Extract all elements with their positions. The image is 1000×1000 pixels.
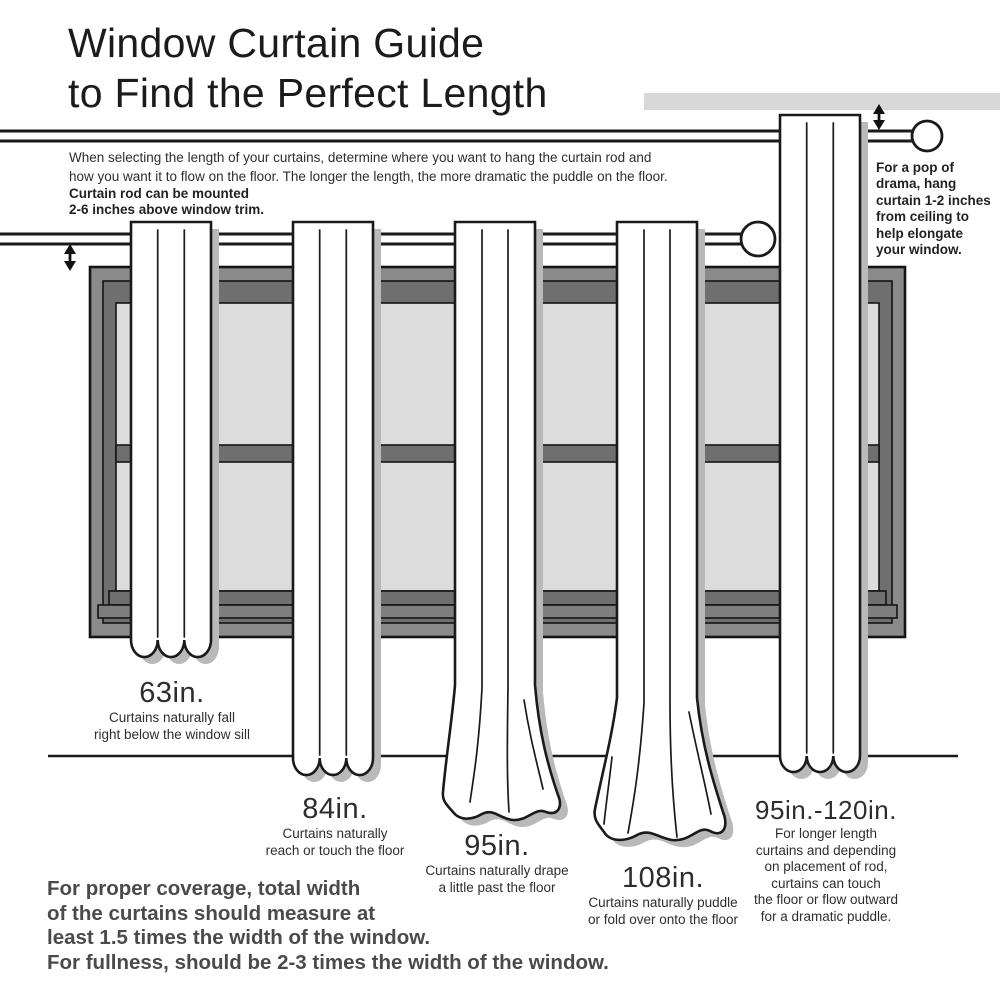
curtain-63in-size: 63in. xyxy=(139,677,205,709)
rod-mount-note-line-1: Curtain rod can be mounted xyxy=(69,186,250,201)
intro-line-1: When selecting the length of your curtains, determine where you want to hang the curtain rod and xyxy=(69,150,652,165)
title-line-2: to Find the Perfect Length xyxy=(68,70,548,116)
coverage-note xyxy=(47,877,609,975)
ceiling-bar xyxy=(644,93,1000,110)
intro-line-2: how you want it to flow on the floor. The longer the length, the more dramatic the puddle on the floor. xyxy=(69,168,668,184)
curtain-84in-panel xyxy=(293,222,373,775)
curtain-63in-panel xyxy=(131,222,211,657)
curtain-95in-120in xyxy=(780,115,868,779)
ceiling-hang-note-line-1: For a pop of xyxy=(876,160,954,175)
curtain-108in-desc-line-1: Curtains naturally puddle xyxy=(588,895,738,910)
rod-mount-note-line-2: 2-6 inches above window trim. xyxy=(69,201,265,217)
coverage-note-line-2: of the curtains should measure at xyxy=(47,901,376,925)
ceiling-hang-note-line-6: your window. xyxy=(876,242,962,258)
curtain-63in-desc xyxy=(57,710,287,743)
curtain-84in-size: 84in. xyxy=(302,793,368,825)
curtain-84in-desc-line-2: reach or touch the floor xyxy=(265,842,405,858)
curtain-95in-size: 95in. xyxy=(464,830,530,862)
ceiling-hang-note-line-3: curtain 1-2 inches xyxy=(876,192,991,208)
coverage-note-line-1: For proper coverage, total width xyxy=(47,877,361,900)
title-line-1: Window Curtain Guide xyxy=(68,20,485,66)
curtain-95in-120in-desc-line-5: the floor or flow outward xyxy=(753,892,899,907)
curtain-95in-120in-desc-line-4: curtains can touch xyxy=(771,875,881,891)
curtain-95in-120in-desc-line-6: for a dramatic puddle. xyxy=(760,908,892,924)
ceiling-hang-note-line-2: drama, hang xyxy=(876,176,957,192)
curtain-63in-label xyxy=(57,678,287,743)
mount-height-arrow-icon xyxy=(64,244,76,271)
curtain-95in-desc-line-2: a little past the floor xyxy=(438,879,556,895)
curtain-95in-120in-desc-line-2: curtains and depending xyxy=(755,842,897,858)
curtain-95in-120in-desc-line-3: on placement of rod, xyxy=(764,859,888,874)
curtain-84in-desc-line-1: Curtains naturally xyxy=(282,826,388,841)
curtain-108in-desc-line-2: or fold over onto the floor xyxy=(587,911,739,927)
main-rod-finial xyxy=(741,222,775,256)
page-title xyxy=(68,18,548,118)
coverage-note-line-4: For fullness, should be 2-3 times the width of the window. xyxy=(47,950,609,974)
curtain-63in-desc-line-2: right below the window sill xyxy=(93,726,251,742)
curtain-95in-desc-line-1: Curtains naturally drape xyxy=(425,863,569,878)
curtain-63in-desc-line-1: Curtains naturally fall xyxy=(108,710,236,725)
curtain-95in-120in-label xyxy=(711,797,941,925)
coverage-note-line-3: least 1.5 times the width of the window. xyxy=(47,926,431,950)
curtain-95in-120in-desc-line-1: For longer length xyxy=(774,826,878,841)
rod-mount-note xyxy=(69,186,264,217)
curtain-95in-120in-desc xyxy=(711,826,941,925)
upper-rod-finial xyxy=(912,121,942,151)
curtain-63in xyxy=(131,222,219,664)
curtain-108in-size: 108in. xyxy=(621,862,704,894)
curtain-84in xyxy=(293,222,381,782)
ceiling-hang-note-line-4: from ceiling to xyxy=(876,209,970,225)
ceiling-hang-note xyxy=(876,160,1000,258)
intro-text xyxy=(69,149,668,186)
curtain-95in-120in-size: 95in.-120in. xyxy=(755,795,897,825)
curtain-95in-120in-panel xyxy=(780,115,860,772)
ceiling-hang-note-line-5: help elongate xyxy=(876,225,964,241)
